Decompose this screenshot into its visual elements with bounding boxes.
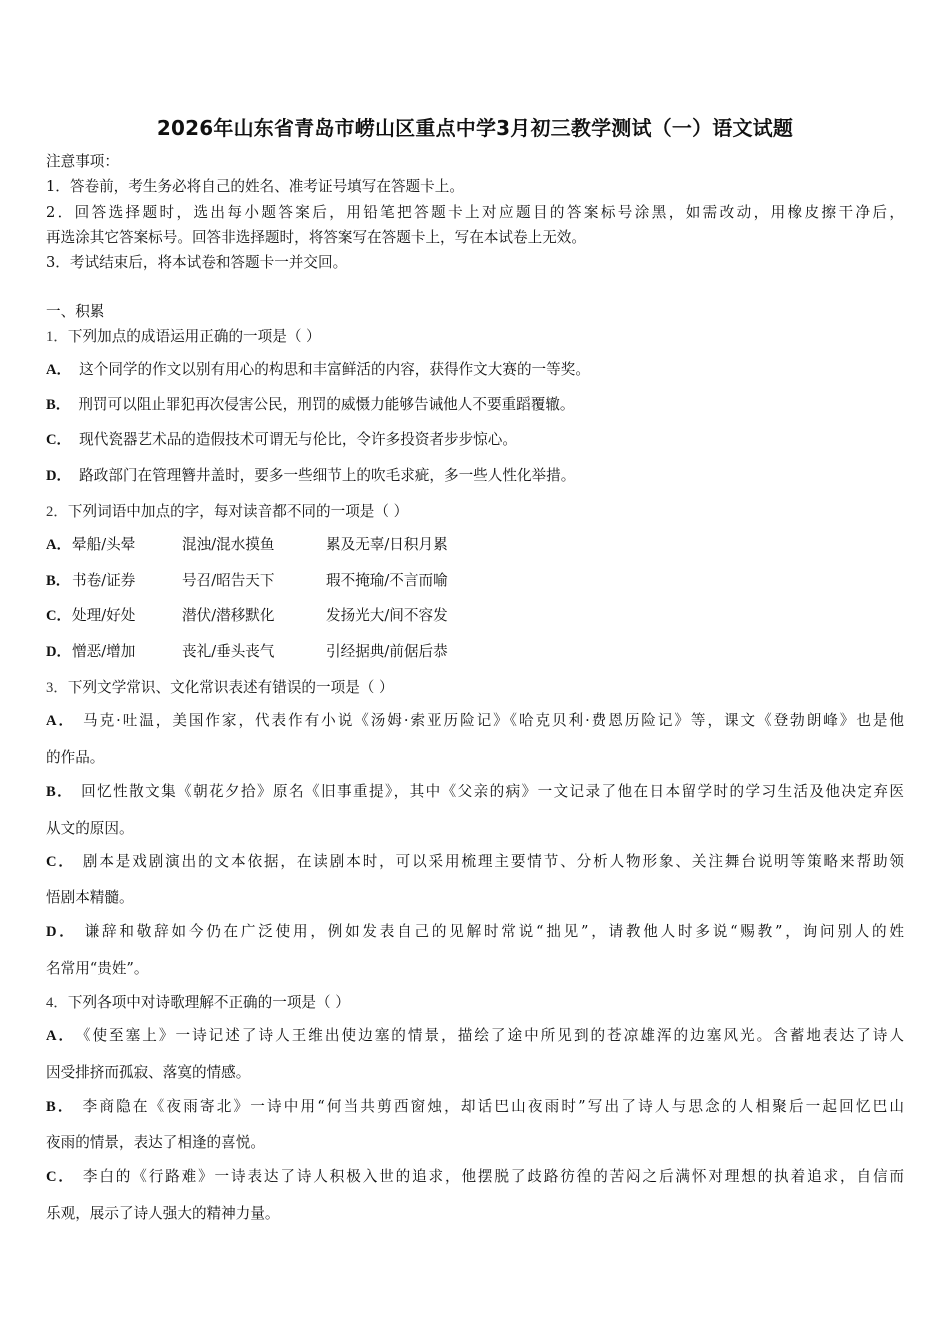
option-letter: A． bbox=[46, 537, 72, 553]
page-title: 2026年山东省青岛市崂山区重点中学3月初三教学测试（一）语文试题 bbox=[156, 116, 794, 140]
option-letter: B． bbox=[46, 397, 71, 413]
notice-item: 3．考试结束后，将本试卷和答题卡一并交回。 bbox=[46, 254, 348, 271]
option-letter: C． bbox=[46, 854, 75, 870]
answer-option[interactable]: C． 处理/好处 潜伏/潜移默化 发扬光大/间不容发 bbox=[46, 607, 448, 624]
option-letter: B． bbox=[46, 1099, 75, 1115]
answer-option-continued: 悟剧本精髓。 bbox=[46, 889, 134, 906]
notice-item-continued: 再选涂其它答案标号。回答非选择题时，将答案写在答题卡上，写在本试卷上无效。 bbox=[46, 229, 586, 246]
answer-option-continued: 名常用“贵姓”。 bbox=[46, 960, 149, 977]
answer-option[interactable]: C． 李白的《行路难》一诗表达了诗人积极入世的追求，他摆脱了歧路彷徨的苦闷之后满怀对理想的执着追求，自信而 bbox=[46, 1168, 904, 1185]
option-letter: A． bbox=[46, 362, 72, 378]
answer-option[interactable]: B． 书卷/证券 号召/昭告天下 瑕不掩瑜/不言而喻 bbox=[46, 572, 448, 589]
option-letter: C． bbox=[46, 432, 72, 448]
answer-option-continued: 因受排挤而孤寂、落寞的情感。 bbox=[46, 1064, 251, 1081]
answer-option-continued: 夜雨的情景，表达了相逢的喜悦。 bbox=[46, 1134, 265, 1151]
option-letter: A． bbox=[46, 713, 76, 729]
question-stem: 1．下列加点的成语运用正确的一项是（ ） bbox=[46, 328, 321, 345]
answer-option[interactable]: A． 《使至塞上》一诗记述了诗人王维出使边塞的情景，描绘了途中所见到的苍凉雄浑的边塞风光。含蓄地表达了诗人 bbox=[46, 1027, 904, 1044]
answer-option[interactable]: D． 路政部门在管理簪井盖时，要多一些细节上的吹毛求疵，多一些人性化举措。 bbox=[46, 467, 576, 484]
option-letter: D． bbox=[46, 924, 77, 940]
answer-option[interactable]: D． 憎恶/增加 丧礼/垂头丧气 引经据典/前倨后恭 bbox=[46, 643, 448, 660]
option-letter: B． bbox=[46, 573, 71, 589]
notice-item: 1．答卷前，考生务必将自己的姓名、准考证号填写在答题卡上。 bbox=[46, 178, 464, 195]
question-stem: 4．下列各项中对诗歌理解不正确的一项是（ ） bbox=[46, 994, 350, 1011]
option-letter: C． bbox=[46, 1169, 75, 1185]
notice-heading: 注意事项： bbox=[46, 153, 119, 170]
option-letter: D． bbox=[46, 644, 72, 660]
option-letter: D． bbox=[46, 468, 72, 484]
answer-option-continued: 乐观，展示了诗人强大的精神力量。 bbox=[46, 1205, 280, 1222]
answer-option[interactable]: D． 谦辞和敬辞如今仍在广泛使用，例如发表自己的见解时常说“拙见”，请教他人时多说“赐教”，询问别人的姓 bbox=[46, 923, 904, 940]
answer-option[interactable]: C． 现代瓷器艺术品的造假技术可谓无与伦比，令许多投资者步步惊心。 bbox=[46, 431, 517, 448]
question-stem: 3．下列文学常识、文化常识表述有错误的一项是（ ） bbox=[46, 679, 394, 696]
question-number: 4． bbox=[46, 995, 68, 1011]
question-number: 3． bbox=[46, 680, 68, 696]
answer-option[interactable]: A． 马克·吐温，美国作家，代表作有小说《汤姆·索亚历险记》《哈克贝利·费恩历险记》等，课文《登勃朗峰》也是他 bbox=[46, 712, 904, 729]
option-letter: A． bbox=[46, 1028, 76, 1044]
answer-option-continued: 从文的原因。 bbox=[46, 820, 134, 837]
answer-option[interactable]: B． 李商隐在《夜雨寄北》一诗中用“何当共剪西窗烛，却话巴山夜雨时”写出了诗人与思念的人相聚后一起回忆巴山 bbox=[46, 1098, 904, 1115]
option-letter: B． bbox=[46, 784, 74, 800]
answer-option-continued: 的作品。 bbox=[46, 749, 105, 766]
answer-option[interactable]: A． 晕船/头晕 混浊/混水摸鱼 累及无辜/日积月累 bbox=[46, 536, 448, 553]
answer-option[interactable]: A． 这个同学的作文以别有用心的构思和丰富鲜活的内容，获得作文大赛的一等奖。 bbox=[46, 361, 590, 378]
question-number: 2． bbox=[46, 504, 68, 520]
answer-option[interactable]: B． 回忆性散文集《朝花夕拾》原名《旧事重提》，其中《父亲的病》一文记录了他在日本留学时的学习生活及他决定弃医 bbox=[46, 783, 904, 800]
section-heading: 一、积累 bbox=[46, 303, 105, 320]
answer-option[interactable]: C． 剧本是戏剧演出的文本依据，在读剧本时，可以采用梳理主要情节、分析人物形象、关注舞台说明等策略来帮助领 bbox=[46, 853, 904, 870]
notice-item: 2．回答选择题时，选出每小题答案后，用铅笔把答题卡上对应题目的答案标号涂黑，如需改动，用橡皮擦干净后， bbox=[46, 204, 904, 221]
option-letter: C． bbox=[46, 608, 72, 624]
question-stem: 2．下列词语中加点的字，每对读音都不同的一项是（ ） bbox=[46, 503, 409, 520]
question-number: 1． bbox=[46, 329, 68, 345]
answer-option[interactable]: B． 刑罚可以阻止罪犯再次侵害公民，刑罚的威慑力能够告诫他人不要重蹈覆辙。 bbox=[46, 396, 575, 413]
